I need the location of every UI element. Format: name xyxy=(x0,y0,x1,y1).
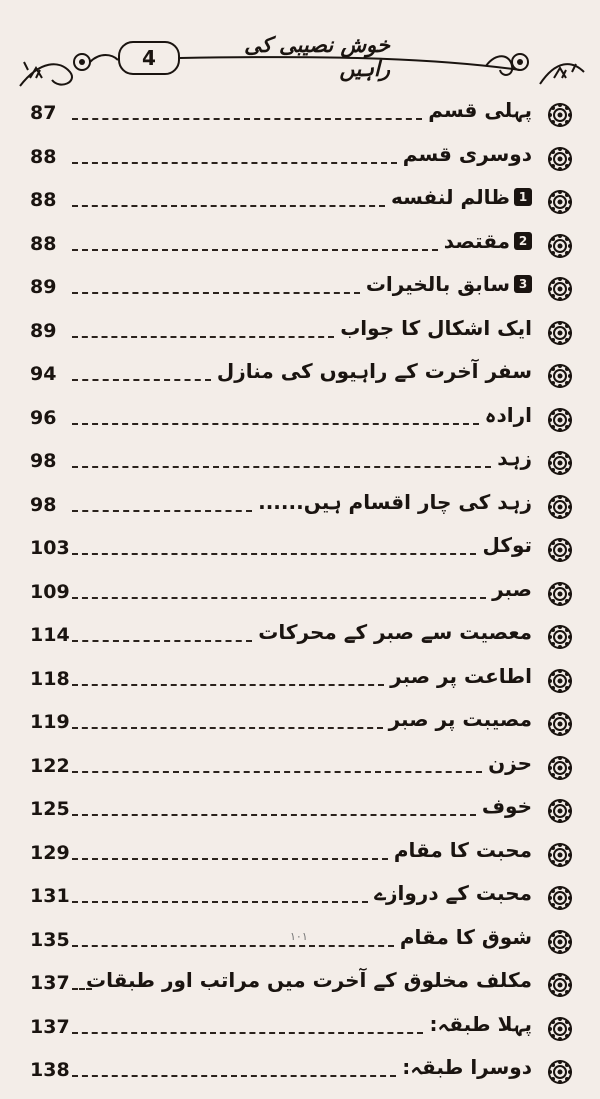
toc-entry[interactable] xyxy=(0,533,600,577)
flower-bullet-icon xyxy=(546,841,574,869)
toc-entry[interactable] xyxy=(0,577,600,621)
toc-entry-title xyxy=(444,229,532,253)
toc-entry-title-text: پہلی قسم xyxy=(428,98,532,122)
toc-entry-title-text: ظالم لنفسه xyxy=(390,185,510,209)
flower-bullet-icon xyxy=(546,188,574,216)
toc-entry-title-text: مصیبت پر صبر xyxy=(388,707,532,731)
flower-bullet-icon xyxy=(546,493,574,521)
flower-bullet-icon xyxy=(546,319,574,347)
toc-dotted-leader xyxy=(72,162,397,164)
toc-entry[interactable] xyxy=(0,1012,600,1056)
toc-entry-title xyxy=(391,185,532,209)
toc-entry-title-text: ارادہ xyxy=(484,402,532,427)
flower-bullet-icon xyxy=(546,406,574,434)
toc-dotted-leader xyxy=(72,771,482,773)
toc-dotted-leader xyxy=(72,423,479,425)
toc-entry[interactable] xyxy=(0,1055,600,1099)
flower-bullet-icon xyxy=(546,580,574,608)
toc-entry-title-text: سفر آخرت کے راہیوں کی منازل xyxy=(216,359,532,383)
toc-entry-title-text: مکلف مخلوق کے آخرت میں مراتب اور طبقات xyxy=(86,968,532,992)
toc-entry[interactable] xyxy=(0,98,600,142)
toc-page-number: 119 xyxy=(30,711,70,733)
toc-page-number: 88 xyxy=(30,232,57,255)
toc-entry[interactable] xyxy=(0,185,600,229)
number-badge: 2 xyxy=(514,232,532,250)
toc-page-number: 89 xyxy=(30,276,57,298)
toc-entry-title xyxy=(258,490,532,514)
flower-bullet-icon xyxy=(546,884,574,912)
toc-entry[interactable] xyxy=(0,272,600,316)
toc-entry-title-text: محبت کے دروازے xyxy=(374,881,532,905)
flower-bullet-icon xyxy=(546,101,574,129)
book-title: خوش نصیبی کی راہیں xyxy=(244,33,390,81)
toc-entry-title xyxy=(497,446,532,470)
toc-dotted-leader xyxy=(72,379,211,381)
flower-bullet-icon xyxy=(546,971,574,999)
toc-dotted-leader xyxy=(72,292,360,294)
toc-entry-title-text: توکل xyxy=(482,533,532,557)
toc-page-number: 98 xyxy=(30,450,57,472)
toc-entry-title-text: دوسرا طبقہ: xyxy=(402,1055,532,1079)
flower-bullet-icon xyxy=(546,667,574,695)
toc-entry-title xyxy=(340,316,532,340)
toc-entry-title-text: صبر xyxy=(492,576,532,601)
flower-bullet-icon xyxy=(546,928,574,956)
page-header xyxy=(0,0,600,100)
toc-dotted-leader xyxy=(72,466,491,468)
toc-dotted-leader xyxy=(72,727,383,729)
toc-dotted-leader xyxy=(72,249,438,251)
toc-dotted-leader xyxy=(72,553,476,555)
toc-entry-title-text: حزن xyxy=(488,750,532,775)
toc-entry-title-text: اطاعت پر صبر xyxy=(390,663,532,688)
toc-entry-title xyxy=(258,620,532,644)
toc-page-number: 138 xyxy=(30,1059,70,1081)
toc-entry-title xyxy=(482,794,532,818)
toc-entry[interactable] xyxy=(0,794,600,838)
toc-page-number: 129 xyxy=(30,841,70,864)
toc-entry-title-text: محبت کا مقام xyxy=(393,837,532,862)
toc-entry[interactable] xyxy=(0,403,600,447)
toc-dotted-leader xyxy=(72,814,476,816)
toc-entry-title xyxy=(390,664,532,688)
toc-dotted-leader xyxy=(72,1032,423,1034)
flower-bullet-icon xyxy=(546,1015,574,1043)
toc-page-number: 137 xyxy=(30,972,70,994)
toc-entry-title-text: سابق بالخیرات xyxy=(365,272,510,296)
toc-entry-title-text: ایک اشکال کا جواب xyxy=(340,315,532,340)
toc-entry[interactable] xyxy=(0,968,600,1012)
toc-entry[interactable] xyxy=(0,707,600,751)
toc-entry-title-text: پہلا طبقہ: xyxy=(429,1011,532,1036)
toc-entry[interactable] xyxy=(0,142,600,186)
toc-entry-title xyxy=(482,533,532,557)
toc-dotted-leader xyxy=(72,1075,396,1077)
page-stamp: ۱۰۱ xyxy=(290,930,308,943)
flower-bullet-icon xyxy=(546,710,574,738)
toc-entry[interactable] xyxy=(0,229,600,273)
toc-entry-title xyxy=(492,577,532,601)
toc-page-number: 88 xyxy=(30,145,57,168)
flower-bullet-icon xyxy=(546,623,574,651)
toc-page-number: 109 xyxy=(30,580,70,603)
toc-entry-title-text: زہد کی چار اقسام ہیں...... xyxy=(258,489,532,514)
toc-dotted-leader xyxy=(72,858,388,860)
toc-page-number: 87 xyxy=(30,102,57,124)
toc-entry-title xyxy=(374,881,532,905)
toc-page-number: 122 xyxy=(30,754,70,777)
toc-dotted-leader xyxy=(72,945,394,947)
toc-entry[interactable] xyxy=(0,881,600,925)
toc-entry-title xyxy=(86,968,532,992)
toc-page-number: 118 xyxy=(30,667,70,690)
toc-dotted-leader xyxy=(72,640,252,642)
number-badge: 3 xyxy=(514,275,532,293)
toc-page-number: 89 xyxy=(30,319,57,342)
toc-entry[interactable] xyxy=(0,359,600,403)
toc-page-number: 137 xyxy=(30,1015,70,1038)
toc-entry-title xyxy=(488,751,532,775)
toc-dotted-leader xyxy=(72,597,486,599)
toc-dotted-leader xyxy=(72,336,334,338)
toc-entry-title-text: خوف xyxy=(481,794,532,818)
toc-entry[interactable] xyxy=(0,490,600,534)
toc-page-number: 103 xyxy=(30,537,70,559)
flower-bullet-icon xyxy=(546,145,574,173)
flower-bullet-icon xyxy=(546,275,574,303)
toc-entry-title-text: معصیت سے صبر کے محرکات xyxy=(258,620,532,644)
toc-entry-title xyxy=(394,838,532,862)
flower-bullet-icon xyxy=(546,232,574,260)
toc-entry-title xyxy=(400,925,532,949)
toc-entry-title-text: شوق کا مقام xyxy=(399,924,532,949)
toc-entry-title xyxy=(217,359,532,383)
toc-entry-title xyxy=(430,1012,533,1036)
toc-entry[interactable] xyxy=(0,446,600,490)
flower-bullet-icon xyxy=(546,536,574,564)
toc-page-number: 131 xyxy=(30,885,70,907)
toc-dotted-leader xyxy=(72,118,422,120)
toc-entry-title xyxy=(366,272,532,296)
toc-dotted-leader xyxy=(72,510,252,512)
flower-bullet-icon xyxy=(546,362,574,390)
flower-bullet-icon xyxy=(546,449,574,477)
toc-dotted-leader xyxy=(72,684,384,686)
toc-entry[interactable] xyxy=(0,664,600,708)
toc-entry[interactable] xyxy=(0,316,600,360)
toc-dotted-leader xyxy=(72,901,368,903)
toc-entry-title-text: مقتصد xyxy=(443,228,510,253)
toc-page-number: 94 xyxy=(30,363,57,385)
number-badge: 1 xyxy=(514,188,532,206)
toc-entry[interactable] xyxy=(0,751,600,795)
toc-page-number: 96 xyxy=(30,406,57,429)
page-number: 4 xyxy=(142,46,156,70)
toc-entry-title-text: زہد xyxy=(497,446,532,470)
toc-page-number: 114 xyxy=(30,624,70,646)
toc-entry[interactable] xyxy=(0,838,600,882)
flower-bullet-icon xyxy=(546,754,574,782)
toc-entry-title-text: دوسری قسم xyxy=(402,141,532,166)
toc-entry-title xyxy=(485,403,532,427)
flower-bullet-icon xyxy=(546,797,574,825)
flower-bullet-icon xyxy=(546,1058,574,1086)
toc-page-number: 125 xyxy=(30,798,70,820)
toc-entry-title xyxy=(402,1055,532,1079)
toc-page-number: 135 xyxy=(30,928,70,951)
toc-dotted-leader xyxy=(72,205,385,207)
toc-entry-title xyxy=(403,142,532,166)
toc-entry[interactable] xyxy=(0,620,600,664)
toc-page-number: 88 xyxy=(30,189,57,211)
toc-page-number: 98 xyxy=(30,493,57,516)
toc-entry-title xyxy=(428,98,532,122)
toc-entry-title xyxy=(389,707,532,731)
